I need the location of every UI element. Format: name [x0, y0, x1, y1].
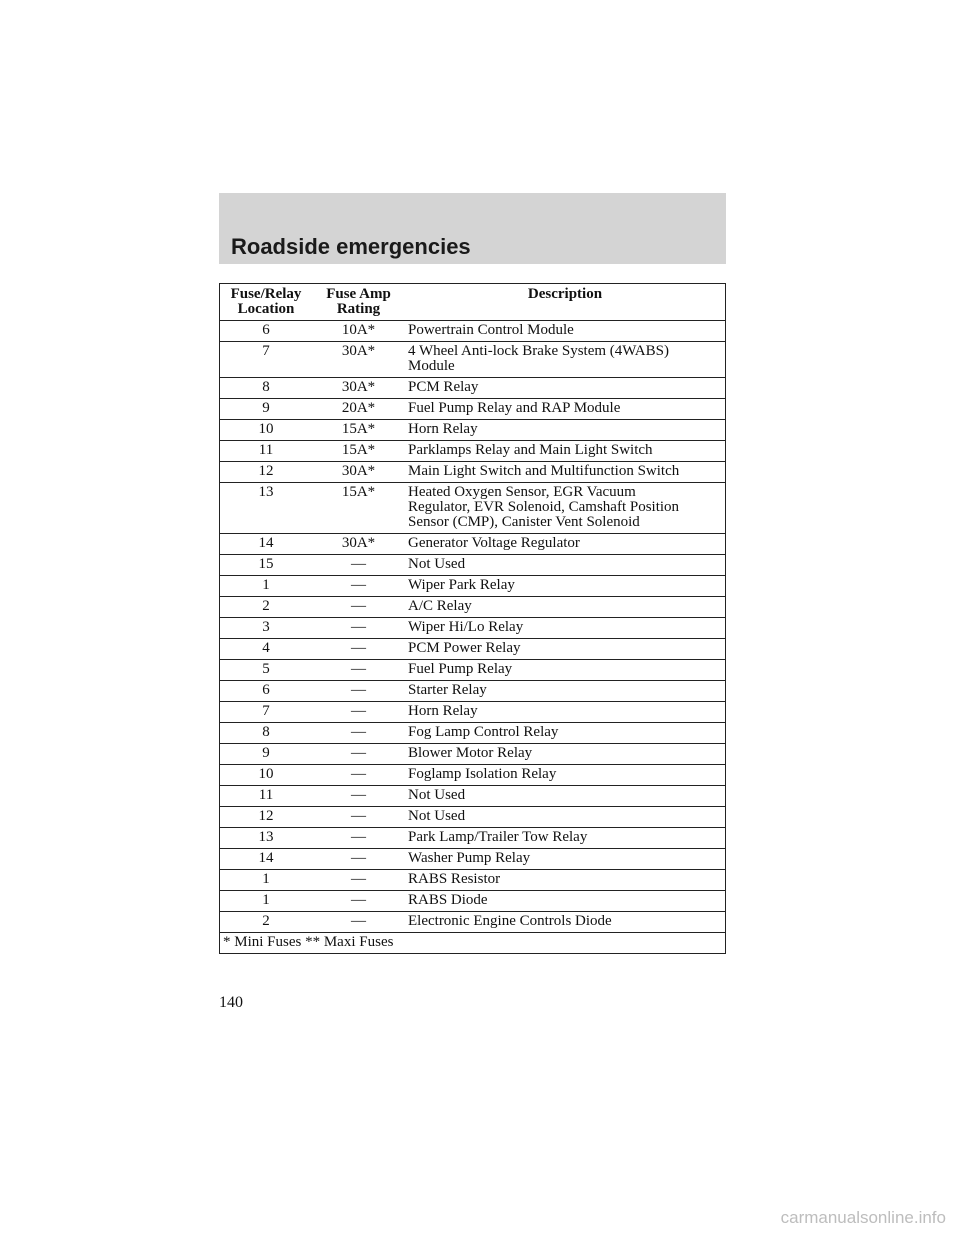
description-line: Fuel Pump Relay and RAP Module [408, 400, 621, 416]
table-row [220, 912, 726, 933]
description-line: Sensor (CMP), Canister Vent Solenoid [408, 514, 640, 530]
column-header-location [220, 284, 313, 321]
cell-location: 4 [220, 639, 313, 660]
cell-description [405, 639, 726, 660]
table-row [220, 420, 726, 441]
cell-description [405, 870, 726, 891]
table-row [220, 639, 726, 660]
cell-description [405, 576, 726, 597]
table-footnote: * Mini Fuses ** Maxi Fuses [220, 933, 726, 954]
column-header-description [405, 284, 726, 321]
cell-rating: — [312, 849, 405, 870]
cell-description [405, 702, 726, 723]
column-header-line: Fuse/Relay [230, 286, 302, 302]
table-row [220, 321, 726, 342]
description-line: Not Used [408, 556, 466, 572]
cell-rating: 20A* [312, 399, 405, 420]
description-line: Foglamp Isolation Relay [408, 766, 557, 782]
cell-rating: — [312, 618, 405, 639]
cell-description [405, 462, 726, 483]
cell-rating: — [312, 681, 405, 702]
description-line: 4 Wheel Anti-lock Brake System (4WABS) [408, 343, 669, 359]
cell-location: 11 [220, 441, 313, 462]
cell-description [405, 723, 726, 744]
cell-description [405, 534, 726, 555]
cell-description [405, 555, 726, 576]
table-row [220, 870, 726, 891]
cell-description [405, 807, 726, 828]
cell-rating: — [312, 786, 405, 807]
cell-rating: — [312, 660, 405, 681]
description-line: Powertrain Control Module [408, 322, 574, 338]
cell-location: 9 [220, 744, 313, 765]
description-line: Fog Lamp Control Relay [408, 724, 559, 740]
cell-location: 15 [220, 555, 313, 576]
column-header-line: Location [237, 301, 295, 317]
cell-location: 10 [220, 765, 313, 786]
cell-location: 11 [220, 786, 313, 807]
table-row [220, 807, 726, 828]
description-line: Wiper Park Relay [408, 577, 515, 593]
cell-location: 10 [220, 420, 313, 441]
cell-rating: — [312, 807, 405, 828]
cell-location: 1 [220, 576, 313, 597]
cell-rating: — [312, 870, 405, 891]
table-row [220, 765, 726, 786]
page-number: 140 [219, 994, 243, 1011]
table-row [220, 555, 726, 576]
description-line: Washer Pump Relay [408, 850, 531, 866]
cell-location: 5 [220, 660, 313, 681]
cell-rating: — [312, 765, 405, 786]
table-row [220, 378, 726, 399]
description-line: PCM Power Relay [408, 640, 521, 656]
cell-rating: — [312, 744, 405, 765]
table-row [220, 849, 726, 870]
description-line: Wiper Hi/Lo Relay [408, 619, 524, 635]
cell-rating: — [312, 828, 405, 849]
table-row [220, 702, 726, 723]
description-line: Not Used [408, 808, 466, 824]
description-line: Parklamps Relay and Main Light Switch [408, 442, 653, 458]
table-row [220, 534, 726, 555]
cell-location: 2 [220, 597, 313, 618]
table-body [220, 321, 726, 933]
table-header-row [220, 284, 726, 321]
watermark: carmanualsonline.info [780, 1208, 946, 1227]
table-row [220, 618, 726, 639]
cell-rating: 30A* [312, 342, 405, 378]
cell-location: 14 [220, 849, 313, 870]
cell-location: 12 [220, 462, 313, 483]
cell-location: 3 [220, 618, 313, 639]
cell-rating: — [312, 723, 405, 744]
table-row [220, 723, 726, 744]
description-line: Fuel Pump Relay [408, 661, 513, 677]
table-row [220, 441, 726, 462]
cell-description [405, 441, 726, 462]
cell-description [405, 378, 726, 399]
table-row [220, 597, 726, 618]
table-row [220, 660, 726, 681]
cell-location: 8 [220, 723, 313, 744]
cell-description [405, 681, 726, 702]
cell-location: 9 [220, 399, 313, 420]
description-line: Module [408, 358, 455, 374]
description-line: Horn Relay [408, 703, 478, 719]
fuse-relay-table [219, 283, 726, 954]
cell-location: 1 [220, 891, 313, 912]
cell-description [405, 744, 726, 765]
cell-rating: — [312, 639, 405, 660]
cell-description [405, 828, 726, 849]
cell-description [405, 849, 726, 870]
table-row [220, 576, 726, 597]
table-row [220, 744, 726, 765]
description-line: Generator Voltage Regulator [408, 535, 580, 551]
cell-description [405, 618, 726, 639]
cell-rating: 15A* [312, 441, 405, 462]
column-header-line: Rating [336, 301, 381, 317]
cell-location: 8 [220, 378, 313, 399]
cell-rating: 30A* [312, 378, 405, 399]
cell-rating: 30A* [312, 462, 405, 483]
description-line: Park Lamp/Trailer Tow Relay [408, 829, 588, 845]
column-header-rating [312, 284, 405, 321]
cell-description [405, 660, 726, 681]
cell-description [405, 321, 726, 342]
cell-location: 13 [220, 483, 313, 534]
cell-description [405, 483, 726, 534]
cell-description [405, 912, 726, 933]
column-header-line: Fuse Amp [326, 286, 391, 302]
table-footnote-row [220, 933, 726, 954]
column-header-line: Description [527, 286, 603, 302]
cell-rating: — [312, 891, 405, 912]
cell-description [405, 399, 726, 420]
cell-description [405, 786, 726, 807]
cell-location: 7 [220, 342, 313, 378]
cell-rating: — [312, 597, 405, 618]
description-line: Main Light Switch and Multifunction Switch [408, 463, 680, 479]
table-row [220, 891, 726, 912]
table-row [220, 462, 726, 483]
description-line: Not Used [408, 787, 466, 803]
cell-location: 6 [220, 681, 313, 702]
description-line: Regulator, EVR Solenoid, Camshaft Position [408, 499, 680, 515]
description-line: A/C Relay [408, 598, 472, 614]
cell-description [405, 420, 726, 441]
cell-rating: — [312, 555, 405, 576]
cell-location: 14 [220, 534, 313, 555]
cell-location: 12 [220, 807, 313, 828]
description-line: Horn Relay [408, 421, 478, 437]
description-line: Starter Relay [408, 682, 487, 698]
table-row [220, 681, 726, 702]
cell-rating: 15A* [312, 483, 405, 534]
cell-rating: — [312, 702, 405, 723]
cell-description [405, 597, 726, 618]
cell-description [405, 342, 726, 378]
table-row [220, 786, 726, 807]
section-banner [219, 193, 726, 264]
cell-location: 7 [220, 702, 313, 723]
cell-location: 13 [220, 828, 313, 849]
description-line: Electronic Engine Controls Diode [408, 913, 612, 929]
description-line: PCM Relay [408, 379, 479, 395]
section-title: Roadside emergencies [231, 234, 471, 259]
table-row [220, 399, 726, 420]
description-line: RABS Diode [408, 892, 488, 908]
table-row [220, 342, 726, 378]
cell-description [405, 891, 726, 912]
cell-location: 1 [220, 870, 313, 891]
cell-rating: — [312, 576, 405, 597]
table-row [220, 483, 726, 534]
cell-rating: 30A* [312, 534, 405, 555]
cell-location: 6 [220, 321, 313, 342]
description-line: Heated Oxygen Sensor, EGR Vacuum [408, 484, 636, 500]
table-row [220, 828, 726, 849]
description-line: RABS Resistor [408, 871, 501, 887]
cell-location: 2 [220, 912, 313, 933]
description-line: Blower Motor Relay [408, 745, 533, 761]
cell-description [405, 765, 726, 786]
cell-rating: 15A* [312, 420, 405, 441]
cell-rating: 10A* [312, 321, 405, 342]
cell-rating: — [312, 912, 405, 933]
